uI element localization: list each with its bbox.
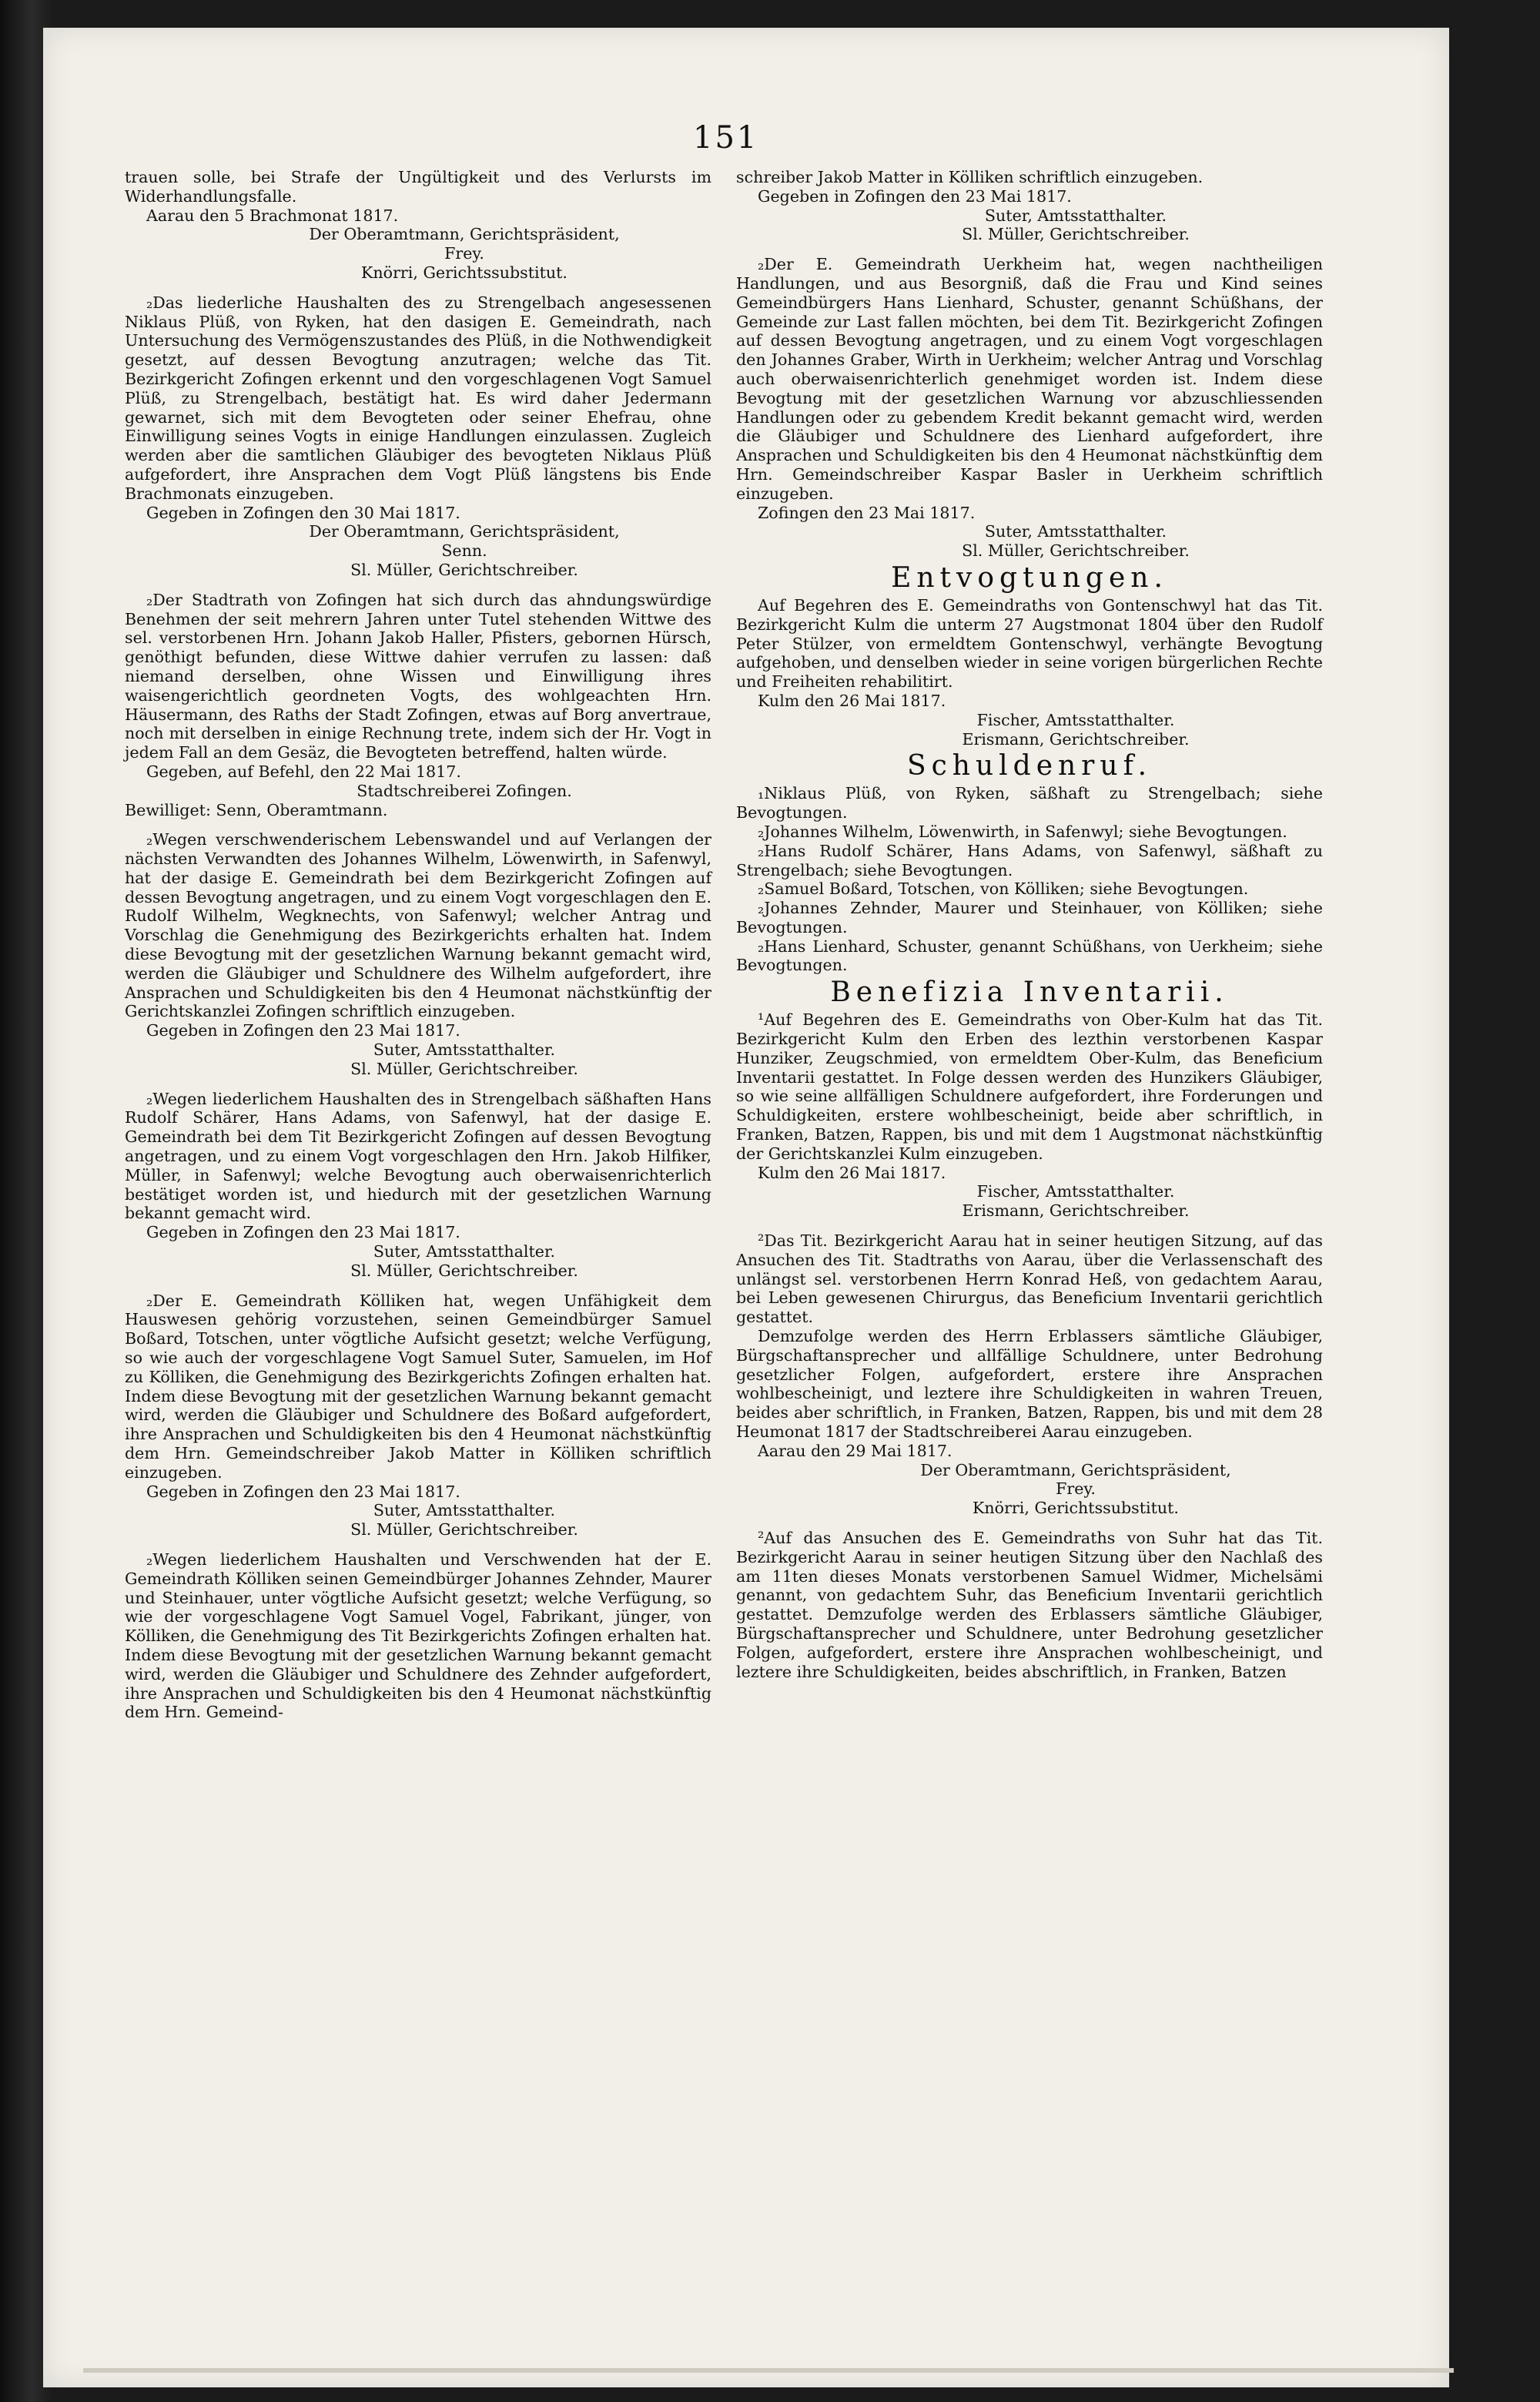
paragraph: ₂Der E. Gemeindrath Uerkheim hat, wegen nachtheiligen Handlungen, und aus Besorgniß, daß die Frau und Kind seines Gemeindbürgers Hans Lienhard, Schuster, genannt Schüßhans, der Gemeinde zur Last fallen möchten, bei dem Tit. Bezirkgericht Zofingen auf dessen Bevogtung angetragen, und zu einem Vogt vorgeschlagen den Johannes Graber, Wirth in Uerkheim; welcher Antrag und Vorschlag auch oberwaisenrichterlich genehmiget worden ist. Indem diese Bevogtung mit der gesetzlichen Warnung vor abzuschliessenden Handlungen oder zu gebendem Kredit bekannt gemacht wird, werden die Gläubiger und Schuldnere des Lienhard aufgefordert, ihre Ansprachen und Schuldigkeiten bis den 4 Heumonat nächstkünftig dem Hrn. Gemeindschreiber Kaspar Basler in Uerkheim schriftlich einzugeben.	[736, 255, 1323, 503]
signature-line: Suter, Amtsstatthalter.	[373, 1040, 556, 1060]
paragraph: Zofingen den 23 Mai 1817.	[758, 503, 976, 522]
paragraph: Gegeben in Zofingen den 23 Mai 1817.	[146, 1482, 460, 1501]
signature-line: Erismann, Gerichtschreiber.	[962, 1201, 1190, 1221]
paragraph: ₂Wegen liederlichem Haushalten des in Strengelbach säßhaften Hans Rudolf Schärer, Hans Adams, von Safenwyl, hat der dasige E. Gemeindrath bei dem Tit Bezirkgericht Zofingen auf dessen Bevogtung angetragen, und zu einem Vogt vorgeschlagen den Hrn. Jakob Hilfiker, Müller, in Safenwyl; welche Bevogtung auch oberwaisenrichterlich bestätiget worden ist, und hiedurch mit der gesetzlichen Warnung bekannt gemacht wird.	[125, 1089, 711, 1223]
paragraph: trauen solle, bei Strafe der Ungültigkeit und des Verlursts im Widerhandlungsfalle.	[125, 168, 711, 206]
signature-line: Knörri, Gerichtssubstitut.	[361, 263, 567, 282]
paragraph: Gegeben in Zofingen den 23 Mai 1817.	[146, 1223, 460, 1242]
spacer	[125, 1079, 711, 1090]
paragraph: ₂Das liederliche Haushalten des zu Strengelbach angesessenen Niklaus Plüß, von Ryken, hat den dasigen E. Gemeindrath, nach Untersuchung des Vermögenszustandes des Plüß, in die Nothwendigkeit gesetzt, auf dessen Bevogtung anzutragen; welche das Tit. Bezirkgericht Zofingen erkennt und den vorgeschlagenen Vogt Samuel Plüß, zu Strengelbach, bestätigt hat. Es wird daher Jedermann gewarnet, sich mit dem Bevogteten oder seiner Ehefrau, ohne Einwilligung seines Vogts in einige Handlungen einzulassen. Zugleich werden aber die samtlichen Gläubiger des bevogteten Niklaus Plüß aufgefordert, ihre Ansprachen dem Vogt Plüß längstens bis Ende Brachmonats einzugeben.	[125, 293, 711, 503]
spacer	[125, 580, 711, 591]
signature-line: Erismann, Gerichtschreiber.	[962, 729, 1190, 749]
section-heading: Benefizia Inventarii.	[830, 977, 1229, 1009]
signature-line: Suter, Amtsstatthalter.	[373, 1242, 556, 1261]
paragraph: ₂Wegen verschwenderischem Lebenswandel und auf Verlangen der nächsten Verwandten des Johannes Wilhelm, Löwenwirth, in Safenwyl, hat der dasige E. Gemeindrath bei dem Bezirkgericht Zofingen auf dessen Bevogtung angetragen, und zu einem Vogt vorgeschlagen den E. Rudolf Wilhelm, Wegknechts, von Safenwyl; welcher Antrag und Vorschlag die Genehmigung des Bezirkgerichts erhalten hat. Indem diese Bevogtung mit der gesetzlichen Warnung bekannt gemacht wird, werden die Gläubiger und Schuldnere des Wilhelm aufgefordert, ihre Ansprachen und Schuldigkeiten bis den 4 Heumonat nächstkünftig der Gerichtskanzlei Zofingen schriftlich einzugeben.	[125, 830, 711, 1021]
paragraph: ₂Samuel Boßard, Totschen, von Kölliken; siehe Bevogtungen.	[758, 879, 1249, 899]
paragraph: Gegeben in Zofingen den 23 Mai 1817.	[146, 1021, 460, 1040]
paragraph: Aarau den 5 Brachmonat 1817.	[146, 206, 399, 225]
paragraph: Gegeben in Zofingen den 23 Mai 1817.	[758, 186, 1072, 206]
page-bottom-edge	[83, 2368, 1454, 2373]
paragraph: ₂Hans Lienhard, Schuster, genannt Schüßhans, von Uerkheim; siehe Bevogtungen.	[736, 936, 1323, 975]
paragraph: Kulm den 26 Mai 1817.	[758, 1163, 946, 1182]
spacer	[736, 244, 1323, 255]
paragraph: Kulm den 26 Mai 1817.	[758, 691, 946, 710]
signature-line: Senn.	[441, 541, 487, 561]
signature-line: Sl. Müller, Gerichtschreiber.	[350, 1261, 578, 1280]
spacer	[125, 283, 711, 293]
right-column	[736, 168, 1323, 1681]
paragraph: Aarau den 29 Mai 1817.	[758, 1441, 952, 1460]
paragraph: ¹Auf Begehren des E. Gemeindraths von Ober-Kulm hat das Tit. Bezirkgericht Kulm den Erben des lezthin verstorbenen Kaspar Hunziker, Zeugschmied, von ermeldtem Ober-Kulm, das Beneficium Inventarii gestattet. In Folge dessen werden des Hunzikers Gläubiger, so wie seine allfälligen Schuldnere aufgefordert, ihre Forderungen und Schuldigkeiten, erstere wohlbescheinigt, beide aber schriftlich, in Franken, Batzen, Rappen, bis und mit dem 1 Augstmonat nächstkünftig der Gerichtskanzlei Kulm einzugeben.	[736, 1010, 1323, 1163]
signature-line: Frey.	[444, 244, 484, 263]
paragraph: ²Das Tit. Bezirkgericht Aarau hat in seiner heutigen Sitzung, auf das Ansuchen des Tit. Stadtraths von Aarau, über die Verlassenschaft des unlängst sel. verstorbenen Herrn Konrad Heß, von gedachtem Aarau, bei Leben gewesenen Chirurgus, das Beneficium Inventarii gerichtlich gestattet.	[736, 1231, 1323, 1327]
paragraph: ₁Niklaus Plüß, von Ryken, säßhaft zu Strengelbach; siehe Bevogtungen.	[736, 784, 1323, 822]
spacer	[125, 1539, 711, 1550]
paragraph: ₂Der Stadtrath von Zofingen hat sich durch das ahndungswürdige Benehmen der seit mehrern Jahren unter Tutel stehenden Wittwe des sel. verstorbenen Hrn. Johann Jakob Haller, Pfisters, gebornen Hürsch, genöthigt befunden, diese Wittwe dahier verrufen zu lassen: daß niemand derselben, ohne Wissen und Einwilligung ihres waisengerichtlich geordneten Vogts, des wohlgeachten Hrn. Häusermann, des Raths der Stadt Zofingen, etwas auf Borg anvertraue, noch mit derselben in einige Rechnung trete, indem sich der Hr. Vogt in jedem Fall an dem Gesäz, die Bevogteten betreffend, halten würde.	[125, 590, 711, 762]
paragraph: Demzufolge werden des Herrn Erblassers sämtliche Gläubiger, Bürgschaftansprecher und allfällige Schuldnere, unter Bedrohung gesetzlicher Folgen, aufgefordert, erstere ihre Ansprachen wohlbescheinigt, und leztere ihre Schuldigkeiten in wahren Treuen, beides aber schriftlich, in Franken, Batzen, Rappen, bis und mit dem 28 Heumonat 1817 der Stadtschreiberei Aarau einzugeben.	[736, 1327, 1323, 1442]
spacer	[125, 819, 711, 830]
paragraph: schreiber Jakob Matter in Kölliken schriftlich einzugeben.	[736, 168, 1204, 186]
signature-line: Fischer, Amtsstatthalter.	[976, 710, 1175, 729]
paragraph: ₂Der E. Gemeindrath Kölliken hat, wegen Unfähigkeit dem Hauswesen gehörig vorzustehen, seinen Gemeindbürger Samuel Boßard, Totschen, unter vögtliche Aufsicht gesetzt; welche Verfügung, so wie auch der vorgeschlagene Vogt Samuel Suter, Samuelen, im Hof zu Kölliken, die Genehmigung des Bezirkgerichts Zofingen erhalten hat. Indem diese Bevogtung mit der gesetzlichen Warnung bekannt gemacht wird, werden die Gläubiger und Schuldnere des Boßard aufgefordert, ihre Ansprachen und Schuldigkeiten bis den 4 Heumonat nächstkünftig dem Hrn. Gemeindschreiber Jakob Matter in Kölliken schriftlich einzugeben.	[125, 1291, 711, 1482]
signature-line: Suter, Amtsstatthalter.	[984, 522, 1167, 541]
signature-line: Der Oberamtmann, Gerichtspräsident,	[920, 1460, 1231, 1479]
signature-line: Knörri, Gerichtssubstitut.	[973, 1499, 1179, 1518]
signature-line: Sl. Müller, Gerichtschreiber.	[350, 560, 578, 579]
left-column	[125, 168, 711, 1722]
paragraph: ₂Johannes Zehnder, Maurer und Steinhauer, von Kölliken; siehe Bevogtungen.	[736, 899, 1323, 936]
paragraph: ₂Wegen liederlichem Haushalten und Verschwenden hat der E. Gemeindrath Kölliken seinen Gemeindbürger Johannes Zehnder, Maurer und Steinhauer, unter vögtliche Aufsicht gesetzt; welche Verfügung, so wie der vorgeschlagene Vogt Samuel Vogel, Fabrikant, jünger, von Kölliken, die Genehmigung des Tit Bezirkgerichts Zofingen erhalten hat. Indem diese Bevogtung mit der gesetzlichen Warnung bekannt gemacht wird, werden die Gläubiger und Schuldnere des Zehnder aufgefordert, ihre Ansprachen und Schuldigkeiten bis den 4 Heumonat nächstkünftig dem Hrn. Gemeind-	[125, 1549, 711, 1722]
signature-line: Sl. Müller, Gerichtschreiber.	[350, 1520, 578, 1539]
signature-line: Sl. Müller, Gerichtschreiber.	[962, 541, 1190, 561]
signature-line: Stadtschreiberei Zofingen.	[357, 781, 572, 800]
spacer	[736, 1518, 1323, 1529]
signature-line: Sl. Müller, Gerichtschreiber.	[350, 1059, 578, 1078]
paragraph: Auf Begehren des E. Gemeindraths von Gontenschwyl hat das Tit. Bezirkgericht Kulm die unterm 27 Augstmonat 1804 über den Rudolf Peter Stülzer, von ermeldtem Gontenschwyl, verhängte Bevogtung aufgehoben, und denselben wieder in seine vorigen bürgerlichen Rechte und Freiheiten rehabilitirt.	[736, 595, 1323, 692]
section-heading: Schuldenruf.	[906, 750, 1153, 782]
paragraph: Gegeben in Zofingen den 30 Mai 1817.	[146, 503, 460, 522]
section-heading: Entvogtungen.	[891, 561, 1168, 594]
signature-line: Sl. Müller, Gerichtschreiber.	[962, 225, 1190, 244]
signature-line: Frey.	[1056, 1479, 1096, 1499]
signature-line: Der Oberamtmann, Gerichtspräsident,	[309, 225, 620, 244]
paragraph: Bewilliget: Senn, Oberamtmann.	[125, 800, 388, 819]
spacer	[736, 1221, 1323, 1231]
spacer	[125, 1281, 711, 1291]
signature-line: Suter, Amtsstatthalter.	[373, 1501, 556, 1520]
paragraph: Gegeben, auf Befehl, den 22 Mai 1817.	[146, 762, 461, 781]
signature-line: Fischer, Amtsstatthalter.	[976, 1182, 1175, 1201]
signature-line: Suter, Amtsstatthalter.	[984, 206, 1167, 225]
signature-line: Der Oberamtmann, Gerichtspräsident,	[309, 522, 620, 541]
paragraph: ²Auf das Ansuchen des E. Gemeindraths von Suhr hat das Tit. Bezirkgericht Aarau in seiner heutigen Sitzung über den Nachlaß des am 11ten dieses Monats verstorbenen Samuel Widmer, Michelsämi genannt, von gedachtem Suhr, das Beneficium Inventarii gerichtlich gestattet. Demzufolge werden des Erblassers sämtliche Gläubiger, Bürgschaftansprecher und Schuldnere, unter Bedrohung gesetzlicher Folgen, aufgefordert, erstere ihre Ansprachen wohlbescheinigt, und leztere ihre Schuldigkeiten, beides abschriftlich, in Franken, Batzen	[736, 1529, 1323, 1681]
paragraph: ₂Hans Rudolf Schärer, Hans Adams, von Safenwyl, säßhaft zu Strengelbach; siehe Bevogtungen.	[736, 841, 1323, 879]
paragraph: ₂Johannes Wilhelm, Löwenwirth, in Safenwyl; siehe Bevogtungen.	[758, 822, 1287, 841]
page-number: 151	[693, 120, 759, 156]
